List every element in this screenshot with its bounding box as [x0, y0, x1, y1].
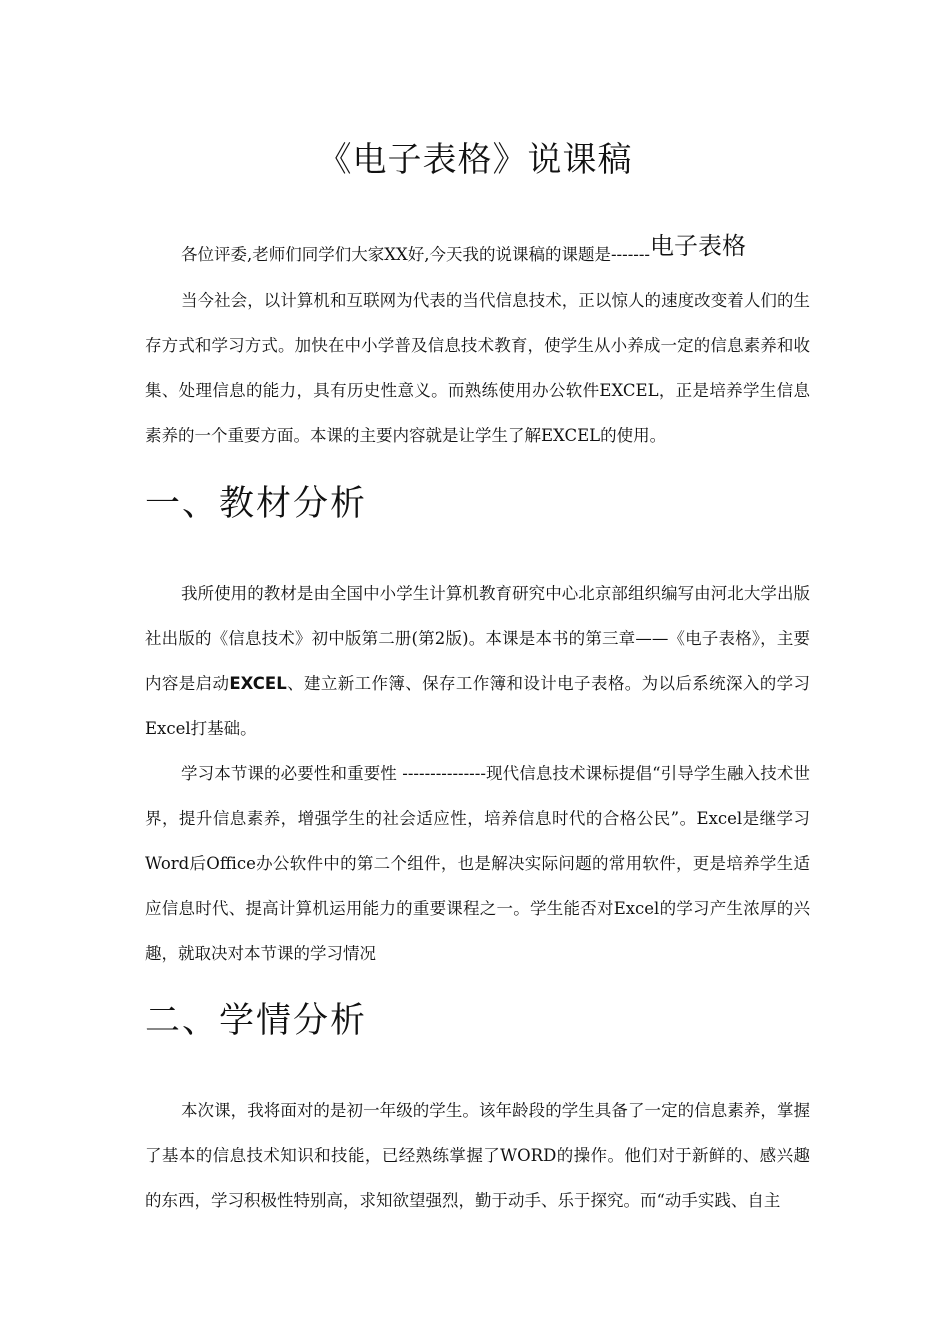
intro-paragraph	[181, 232, 746, 267]
intro-body-paragraph: 当今社会，以计算机和互联网为代表的当代信息技术，正以惊人的速度改变着人们的生存方式和学习方式。加快在中小学普及信息技术教育，使学生从小养成一定的信息素养和收集、处理信息的能力，具有历史性意义。而熟练使用办公软件EXCEL，正是培养学生信息素养的一个重要方面。本课的主要内容就是让学生了解EXCEL的使用。	[145, 291, 810, 445]
textbook-analysis-text-1: 我所使用的教材是由全国中小学生计算机教育研究中心北京部组织编写由河北大学出版社出版的《信息技术》初中版第二册(第2版)。本课是本书的第三章——《电子表格》，主要内容是启动	[145, 584, 810, 693]
section-heading-textbook-analysis: 一、教材分析	[145, 484, 368, 524]
textbook-analysis-paragraph-1	[145, 571, 810, 751]
section-heading-student-analysis: 二、学情分析	[145, 1001, 368, 1041]
intro-text: 各位评委,老师们同学们大家XX好,今天我的说课稿的课题是-------	[181, 245, 651, 264]
student-analysis-paragraph: 本次课，我将面对的是初一年级的学生。该年龄段的学生具备了一定的信息素养，掌握了基本的信息技术知识和技能，已经熟练掌握了WORD的操作。他们对于新鲜的、感兴趣的东西，学习积极性特别高，求知欲望强烈，勤于动手、乐于探究。而“动手实践、自主	[145, 1101, 810, 1210]
document-title: 《电子表格》说课稿	[317, 140, 633, 180]
textbook-analysis-text-2: 、建立新工作簿、保存工作簿和设计电子表格。为以后系统深入的学习Excel打基础。	[145, 674, 811, 738]
excel-bold-text: EXCEL	[229, 674, 287, 693]
intro-topic: 电子表格	[650, 232, 747, 260]
textbook-analysis-paragraph-2: 学习本节课的必要性和重要性 ---------------现代信息技术课标提倡“引导学生融入技术世界，提升信息素养，增强学生的社会适应性，培养信息时代的合格公民”。Excel是继学习Word后Office办公软件中的第二个组件，也是解决实际问题的常用软件，更是培养学生适应信息时代、提高计算机运用能力的重要课程之一。学生能否对Excel的学习产生浓厚的兴趣，就取决对本节课的学习情况	[145, 764, 810, 963]
